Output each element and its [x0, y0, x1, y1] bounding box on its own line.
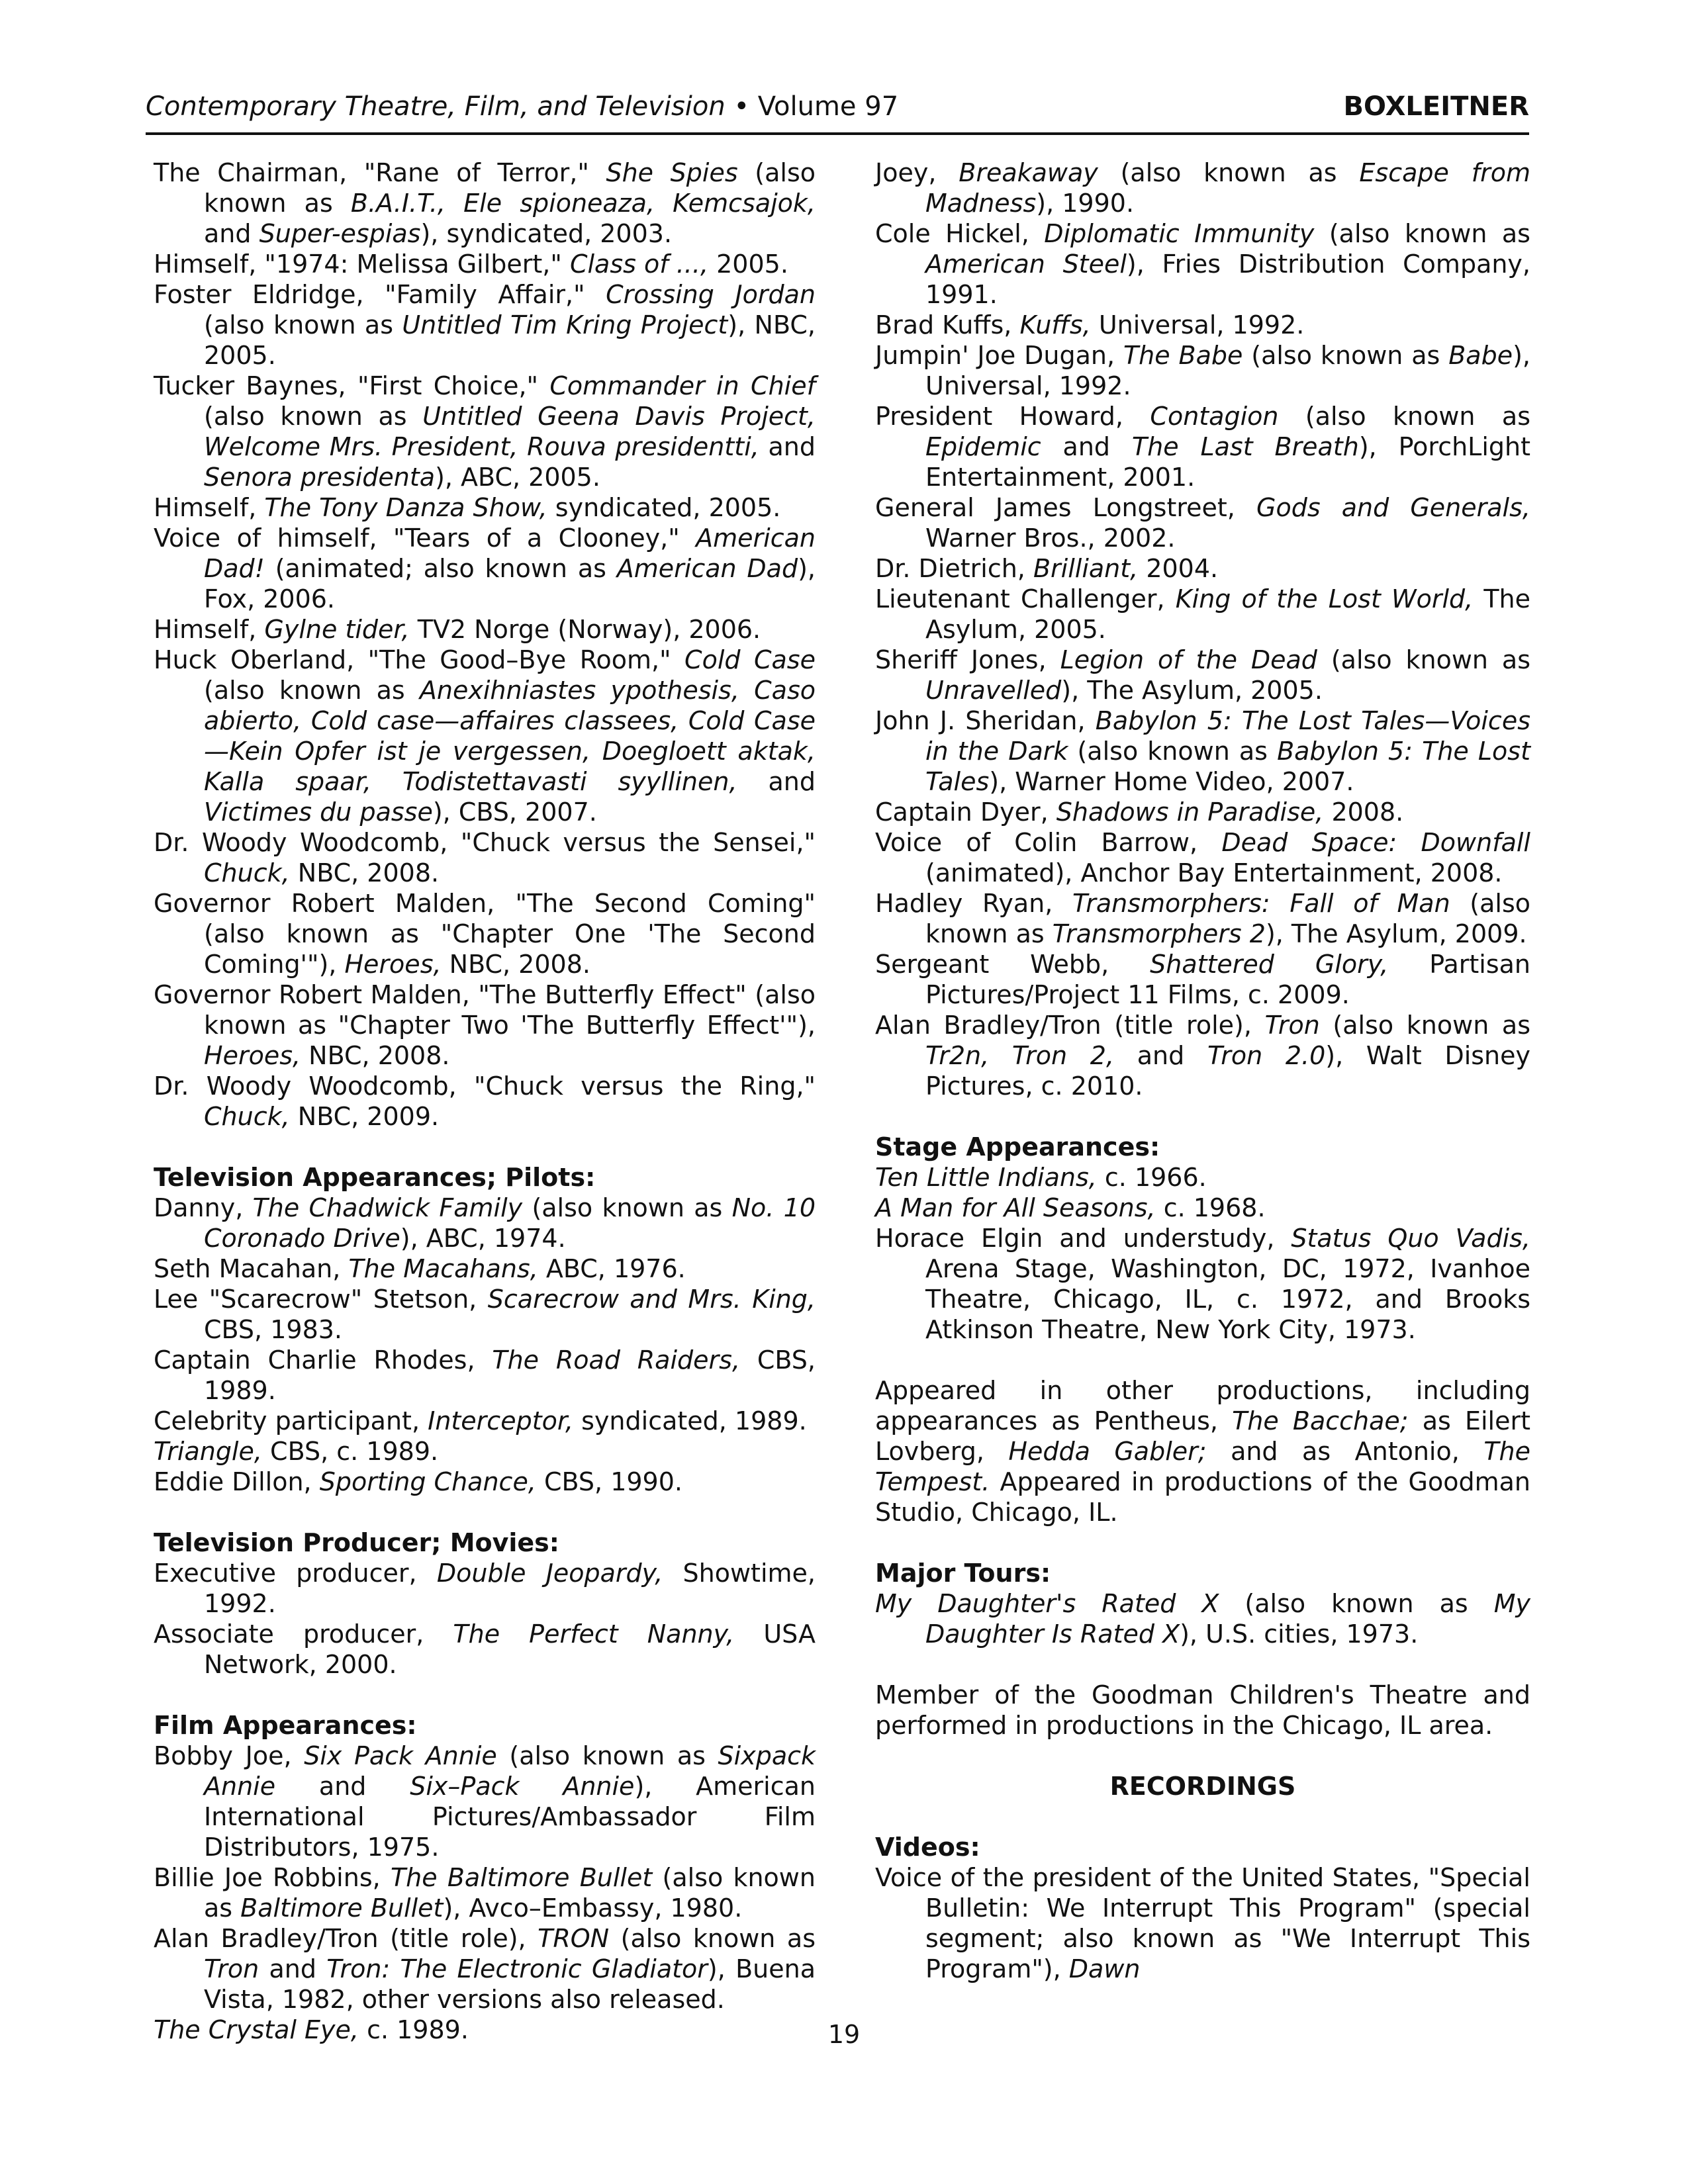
entry-text: Himself,: [154, 615, 265, 644]
entry-text: as Eilert Lovberg,: [875, 1406, 1530, 1466]
credit-entry: [154, 1862, 816, 1923]
title-text: American Dad!: [204, 523, 816, 583]
title-text: My Daughter's Rated X: [875, 1589, 1219, 1618]
credit-entry: [154, 979, 816, 1071]
credit-entry: [154, 523, 816, 614]
title-text: Babylon 5: The Lost Tales—Voices in the Dark: [925, 706, 1530, 766]
title-text: Tron: [204, 1954, 259, 1983]
page-number: 19: [827, 2020, 861, 2049]
film-heading: Film Appearances:: [154, 1711, 417, 1740]
entry-text: Celebrity participant,: [154, 1406, 428, 1435]
title-text: Sporting Chance,: [319, 1467, 536, 1496]
entry-text: Warner Bros., 2002.: [925, 523, 1176, 553]
entry-text: Dr. Dietrich,: [875, 554, 1033, 583]
title-text: American Dad: [616, 554, 798, 583]
entry-text: Seth Macahan,: [154, 1254, 349, 1283]
entry-text: syndicated, 1989.: [573, 1406, 807, 1435]
title-text: Kuffs,: [1019, 310, 1091, 340]
entry-text: ), Warner Home Video, 2007.: [989, 767, 1354, 796]
title-text: Legion of the Dead: [1060, 645, 1317, 674]
entry-text: 2008.: [1323, 797, 1404, 827]
entry-text: Hadley Ryan,: [875, 889, 1072, 918]
entry-text: (also known as: [204, 676, 420, 705]
credit-entry: [875, 553, 1530, 584]
tours-heading: Major Tours:: [875, 1559, 1051, 1588]
title-text: Contagion: [1150, 402, 1279, 431]
title-text: Anexihniastes ypothesis, Caso abierto, Cold case—affaires classees, Cold Case—Kein Opfer ist je vergessen, Doegloett aktak, Kalla spaar, Todistettavasti syyllinen,: [204, 676, 816, 796]
entry-text: ), Fries Distribution Company, 1991.: [925, 250, 1531, 309]
entry-text: Associate producer,: [154, 1619, 453, 1649]
credit-entry: [154, 1467, 816, 1497]
entry-text: 2004.: [1138, 554, 1219, 583]
title-text: Tron: [1264, 1011, 1320, 1040]
credit-entry: [154, 1406, 816, 1436]
credit-entry: [875, 492, 1530, 553]
title-text: Tr2n, Tron 2,: [925, 1041, 1115, 1070]
credit-entry: [154, 888, 816, 979]
credit-entry: [154, 1923, 816, 2015]
title-text: Dawn: [1068, 1954, 1141, 1983]
film-list: [154, 1741, 816, 2045]
entry-text: ), Universal, 1992.: [925, 341, 1530, 400]
title-text: The Baltimore Bullet: [390, 1863, 653, 1892]
entry-text: ), Buena Vista, 1982, other versions also released.: [204, 1954, 816, 2014]
bullet-separator: •: [733, 91, 750, 122]
entry-text: c. 1989.: [358, 2015, 469, 2044]
entry-text: ), The Asylum, 2005.: [1061, 676, 1323, 705]
credit-entry: [875, 1588, 1530, 1649]
videos-heading: Videos:: [875, 1833, 980, 1862]
credit-entry: [875, 1223, 1530, 1345]
entry-text: and: [759, 432, 816, 461]
credit-entry: [875, 827, 1530, 888]
entry-text: Voice of Colin Barrow,: [875, 828, 1222, 857]
entry-text: Alan Bradley/Tron (title role),: [154, 1924, 538, 1953]
title-text: Chuck,: [204, 1102, 290, 1131]
entry-text: ABC, 1976.: [538, 1254, 686, 1283]
credit-entry: [875, 401, 1530, 492]
entry-text: (also known as: [496, 1741, 718, 1770]
entry-text: Universal, 1992.: [1090, 310, 1305, 340]
credit-entry: [154, 1619, 816, 1680]
credit-entry: [154, 1436, 816, 1467]
title-text: Heroes,: [204, 1041, 301, 1070]
entry-text: TV2 Norge (Norway), 2006.: [409, 615, 761, 644]
entry-text: USA Network, 2000.: [204, 1619, 816, 1679]
title-text: The Tempest.: [875, 1437, 1530, 1496]
entry-text: ), ABC, 1974.: [400, 1224, 566, 1253]
entry-text: Jumpin' Joe Dugan,: [875, 341, 1123, 370]
title-text: Six–Pack Annie: [410, 1772, 635, 1801]
title-text: Chuck,: [204, 858, 290, 887]
entry-text: Governor Robert Malden, "The Second Coming" (also known as "Chapter One 'The Second Coming'"),: [154, 889, 816, 979]
entry-text: Danny,: [154, 1193, 253, 1222]
entry-text: NBC, 2009.: [289, 1102, 440, 1131]
entry-text: (animated; also known as: [264, 554, 617, 583]
credit-entry: [875, 584, 1530, 645]
entry-text: Sergeant Webb,: [875, 950, 1150, 979]
credit-entry: [875, 797, 1530, 827]
credit-entry: [154, 1253, 816, 1284]
tv-producer-list: [154, 1558, 816, 1680]
entry-text: Bobby Joe,: [154, 1741, 305, 1770]
entry-text: Joey,: [875, 158, 959, 187]
entry-text: and: [1041, 432, 1132, 461]
entry-text: c. 1968.: [1155, 1193, 1266, 1222]
entry-text: 2005.: [708, 250, 788, 279]
title-text: The Crystal Eye,: [154, 2015, 359, 2044]
entry-text: The Asylum, 2005.: [925, 584, 1530, 644]
entry-text: ), Fox, 2006.: [204, 554, 816, 614]
entry-text: (animated), Anchor Bay Entertainment, 2008.: [925, 858, 1503, 887]
credit-entry: [875, 645, 1530, 705]
entry-text: (also known as: [204, 1863, 816, 1923]
entry-text: ), CBS, 2007.: [432, 797, 597, 827]
credit-entry: [154, 645, 816, 827]
credit-entry: [154, 371, 816, 492]
entry-text: (also known as: [204, 402, 423, 431]
entry-text: (also known as: [1098, 158, 1360, 187]
credit-entry: [154, 1071, 816, 1132]
entry-text: President Howard,: [875, 402, 1150, 431]
title-text: Status Quo Vadis,: [1291, 1224, 1530, 1253]
title-text: Baltimore Bullet: [240, 1893, 444, 1923]
credit-entry: [154, 1558, 816, 1619]
credit-entry: [875, 888, 1530, 949]
credit-entry: [154, 614, 816, 645]
credit-entry: [875, 1862, 1530, 1984]
entry-text: (also known as: [1314, 219, 1530, 248]
title-text: Babylon 5: The Lost Tales: [925, 737, 1530, 796]
tours-list: [875, 1588, 1530, 1649]
stage-list: [875, 1162, 1530, 1345]
credit-entry: [875, 340, 1530, 401]
entry-text: (also known as: [609, 1924, 816, 1953]
videos-list: [875, 1862, 1530, 1984]
entry-text: ), ABC, 2005.: [435, 463, 600, 492]
entry-text: Himself,: [154, 493, 265, 522]
title-text: Untitled Geena Davis Project, Welcome Mrs. President, Rouva presidentti,: [204, 402, 816, 461]
title-text: Dead Space: Downfall: [1221, 828, 1530, 857]
entry-text: syndicated, 2005.: [547, 493, 781, 522]
entry-text: Sheriff Jones,: [875, 645, 1060, 674]
tv-pilots-heading: Television Appearances; Pilots:: [154, 1163, 596, 1192]
credit-entry: [875, 1010, 1530, 1101]
entry-text: (also known as: [1317, 645, 1530, 674]
publication-title: Contemporary Theatre, Film, and Television: [146, 91, 726, 122]
entry-text: ), The Asylum, 2009.: [1265, 919, 1527, 948]
credit-entry: [875, 1193, 1530, 1223]
title-text: Tron 2.0: [1207, 1041, 1326, 1070]
title-text: B.A.I.T., Ele spioneaza, Kemcsajok,: [350, 189, 816, 218]
credit-entry: [154, 158, 816, 249]
title-text: Brilliant,: [1033, 554, 1139, 583]
entry-text: General James Longstreet,: [875, 493, 1256, 522]
credit-entry: [875, 310, 1530, 340]
title-text: The Perfect Nanny,: [453, 1619, 735, 1649]
entry-text: ), NBC, 2005.: [204, 310, 816, 370]
other-productions-paragraph: [875, 1375, 1530, 1527]
entry-text: (also known as: [1068, 737, 1278, 766]
title-text: Breakaway: [959, 158, 1098, 187]
title-text: Epidemic: [925, 432, 1041, 461]
entry-text: (also known as: [1219, 1589, 1494, 1618]
entry-text: Tucker Baynes, "First Choice,": [154, 371, 550, 400]
tv-producer-heading: Television Producer; Movies:: [154, 1528, 559, 1557]
title-text: Sixpack Annie: [204, 1741, 816, 1801]
credit-entry: [154, 1193, 816, 1253]
title-text: The Babe: [1123, 341, 1243, 370]
entry-text: Brad Kuffs,: [875, 310, 1020, 340]
title-text: Triangle,: [154, 1437, 262, 1466]
title-text: A Man for All Seasons,: [875, 1193, 1156, 1222]
entry-text: ), Walt Disney Pictures, c. 2010.: [925, 1041, 1531, 1101]
entry-text: Lieutenant Challenger,: [875, 584, 1176, 614]
entry-text: (also known as: [522, 1193, 732, 1222]
title-text: Shadows in Paradise,: [1056, 797, 1324, 827]
entry-text: Showtime, 1992.: [204, 1559, 816, 1618]
entry-text: Voice of himself, "Tears of a Clooney,": [154, 523, 696, 553]
entry-text: (also known as: [1278, 402, 1530, 431]
credit-entry: [875, 705, 1530, 797]
entry-text: ), PorchLight Entertainment, 2001.: [925, 432, 1531, 492]
title-text: The Last Breath: [1131, 432, 1359, 461]
title-text: The Macahans,: [348, 1254, 538, 1283]
title-text: Escape from Madness: [925, 158, 1530, 218]
title-text: Senora presidenta: [204, 463, 436, 492]
title-text: The Tony Danza Show,: [264, 493, 547, 522]
tv-pilots-list: [154, 1193, 816, 1497]
title-text: TRON: [538, 1924, 610, 1953]
film-continued-list: [875, 158, 1530, 1101]
entry-text: (also known as: [204, 158, 816, 218]
stage-heading: Stage Appearances:: [875, 1132, 1160, 1161]
entry-text: John J. Sheridan,: [875, 706, 1096, 735]
credit-entry: [875, 949, 1530, 1010]
right-column: [875, 158, 1530, 1984]
title-text: No. 10 Coronado Drive: [204, 1193, 816, 1253]
entry-text: ), syndicated, 2003.: [420, 219, 673, 248]
entry-text: CBS, c. 1989.: [261, 1437, 439, 1466]
title-text: Gods and Generals,: [1256, 493, 1530, 522]
title-text: My Daughter Is Rated X: [925, 1589, 1530, 1649]
title-text: Unravelled: [925, 676, 1062, 705]
entry-text: (also known as: [925, 889, 1531, 948]
entry-text: ), Avco–Embassy, 1980.: [443, 1893, 743, 1923]
title-text: Transmorphers 2: [1052, 919, 1266, 948]
title-text: Double Jeopardy,: [436, 1559, 663, 1588]
entry-text: and: [204, 219, 259, 248]
entry-text: and: [259, 1954, 327, 1983]
entry-text: Appeared in productions of the Goodman Studio, Chicago, IL.: [875, 1467, 1530, 1527]
title-text: Super-espias: [259, 219, 421, 248]
entry-text: Himself, "1974: Melissa Gilbert,": [154, 250, 570, 279]
entry-text: ), American International Pictures/Ambassador Film Distributors, 1975.: [204, 1772, 816, 1862]
credit-entry: [154, 1284, 816, 1345]
entry-text: CBS, 1990.: [536, 1467, 682, 1496]
title-text: She Spies: [606, 158, 738, 187]
entry-surname: BOXLEITNER: [1343, 91, 1529, 122]
title-text: Crossing Jordan: [606, 280, 816, 309]
entry-text: Voice of the president of the United States, "Special Bulletin: We Interrupt This Program" (special segment; also known as "We Interrupt This Program"),: [875, 1863, 1530, 1983]
entry-text: and: [275, 1772, 410, 1801]
entry-text: The Chairman, "Rane of Terror,": [154, 158, 606, 187]
title-text: Interceptor,: [428, 1406, 574, 1435]
entry-text: and: [737, 767, 816, 796]
title-text: Victimes du passe: [204, 797, 433, 827]
title-text: Diplomatic Immunity: [1044, 219, 1315, 248]
title-text: King of the Lost World,: [1175, 584, 1474, 614]
entry-text: Dr. Woody Woodcomb, "Chuck versus the Sensei,": [154, 828, 816, 857]
entry-text: Eddie Dillon,: [154, 1467, 320, 1496]
entry-text: Foster Eldridge, "Family Affair,": [154, 280, 606, 309]
entry-text: NBC, 2008.: [441, 950, 590, 979]
title-text: Tron: The Electronic Gladiator: [326, 1954, 708, 1983]
title-text: Ten Little Indians,: [875, 1163, 1097, 1192]
title-text: Hedda Gabler;: [1008, 1437, 1207, 1466]
entry-text: Member of the Goodman Children's Theatre and performed in productions in the Chicago, IL area.: [875, 1680, 1530, 1740]
title-text: Untitled Tim Kring Project: [402, 310, 728, 340]
entry-text: Cole Hickel,: [875, 219, 1045, 248]
entry-text: Captain Charlie Rhodes,: [154, 1345, 492, 1375]
entry-text: ), U.S. cities, 1973.: [1180, 1619, 1419, 1649]
credit-entry: [154, 492, 816, 523]
entry-text: Captain Dyer,: [875, 797, 1056, 827]
entry-text: c. 1966.: [1096, 1163, 1207, 1192]
entry-text: Partisan Pictures/Project 11 Films, c. 2009.: [925, 950, 1530, 1009]
entry-text: (also known as: [1243, 341, 1449, 370]
goodman-note-paragraph: [875, 1680, 1530, 1741]
entry-text: Dr. Woody Woodcomb, "Chuck versus the Ring,": [154, 1071, 816, 1101]
entry-text: Huck Oberland, "The Good–Bye Room,": [154, 645, 685, 674]
title-text: Shattered Glory,: [1150, 950, 1389, 979]
credit-entry: [154, 827, 816, 888]
title-text: The Chadwick Family: [252, 1193, 523, 1222]
volume-label: Volume 97: [757, 91, 899, 122]
entry-text: Alan Bradley/Tron (title role),: [875, 1011, 1265, 1040]
credit-entry: [875, 158, 1530, 218]
credit-entry: [875, 218, 1530, 310]
credit-entry: [875, 1162, 1530, 1193]
entry-text: Horace Elgin and understudy,: [875, 1224, 1291, 1253]
credit-entry: [154, 1345, 816, 1406]
credit-entry: [154, 279, 816, 371]
recordings-heading: RECORDINGS: [1109, 1772, 1296, 1801]
entry-text: Governor Robert Malden, "The Butterfly Effect" (also known as "Chapter Two 'The Butterfly Effect'"),: [154, 980, 816, 1040]
credit-entry: [154, 1741, 816, 1862]
entry-text: ), 1990.: [1036, 189, 1135, 218]
entry-text: (also known as: [204, 310, 402, 340]
title-text: American Steel: [925, 250, 1127, 279]
title-text: Six Pack Annie: [304, 1741, 497, 1770]
running-head-title: [146, 91, 898, 122]
title-text: Babe: [1448, 341, 1513, 370]
credit-entry: [154, 249, 816, 279]
entry-text: Billie Joe Robbins,: [154, 1863, 391, 1892]
title-text: Cold Case: [684, 645, 816, 674]
title-text: Commander in Chief: [549, 371, 816, 400]
running-head: [146, 91, 1529, 135]
title-text: The Road Raiders,: [492, 1345, 741, 1375]
title-text: The Bacchae;: [1232, 1406, 1409, 1435]
left-column: [154, 158, 816, 2045]
entry-text: Executive producer,: [154, 1559, 437, 1588]
entry-text: Lee "Scarecrow" Stetson,: [154, 1285, 488, 1314]
entry-text: Arena Stage, Washington, DC, 1972, Ivanhoe Theatre, Chicago, IL, c. 1972, and Brooks Atkinson Theatre, New York City, 1973.: [925, 1254, 1530, 1344]
title-text: Scarecrow and Mrs. King,: [487, 1285, 816, 1314]
title-text: Class of ...,: [569, 250, 709, 279]
entry-text: NBC, 2008.: [289, 858, 440, 887]
title-text: Transmorphers: Fall of Man: [1072, 889, 1450, 918]
entry-text: (also known as: [1319, 1011, 1531, 1040]
entry-text: and as Antonio,: [1206, 1437, 1484, 1466]
entry-text: CBS, 1983.: [204, 1315, 342, 1344]
entry-text: and: [1114, 1041, 1207, 1070]
title-text: Heroes,: [344, 950, 442, 979]
tv-episodes-list: [154, 158, 816, 1132]
entry-text: Appeared in other productions, including appearances as Pentheus,: [875, 1376, 1530, 1435]
entry-text: NBC, 2008.: [301, 1041, 450, 1070]
title-text: Gylne tider,: [264, 615, 410, 644]
entry-text: CBS, 1989.: [204, 1345, 816, 1405]
